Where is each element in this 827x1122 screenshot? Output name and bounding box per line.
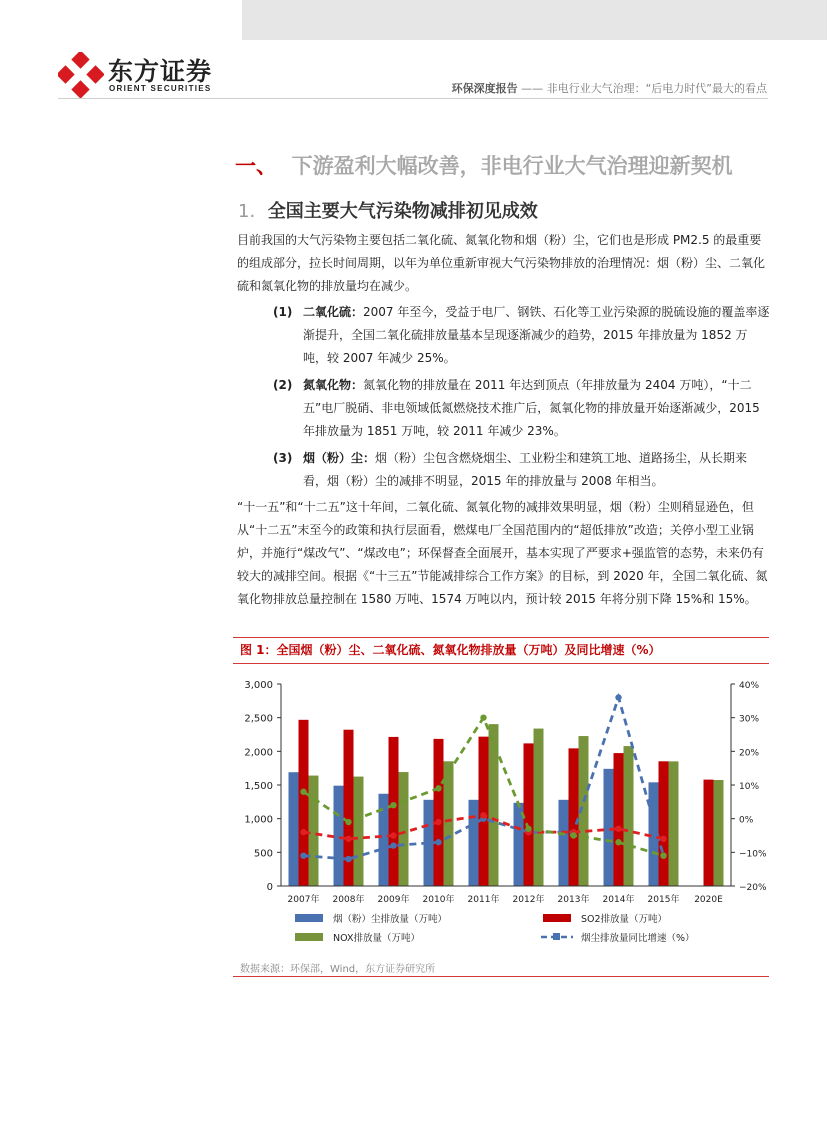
data-point [660,836,666,842]
bar [569,748,579,886]
data-point [660,853,666,859]
bar [379,794,389,886]
subsection-number: 1. [238,201,256,222]
bar [334,786,344,886]
running-header [452,80,767,96]
logo-name: 东方证券 [108,57,213,86]
bar [649,782,659,886]
left-tick-label: 500 [253,848,273,860]
data-point [390,832,396,838]
right-tick-label: 40% [739,681,760,691]
bar [704,780,714,886]
data-point [615,694,621,700]
data-point [525,826,531,832]
report-type: 环保深度报告 [451,82,518,95]
legend-label: SO2排放量（万吨） [581,914,668,925]
bar [479,737,489,886]
data-point [345,836,351,842]
bar [624,746,634,886]
x-tick-label: 2010年 [422,895,455,905]
data-point [300,789,306,795]
bar [434,739,444,886]
legend-label: 烟（粉）尘排放量（万吨） [333,914,448,925]
x-tick-label: 2012年 [512,895,545,905]
data-point [300,853,306,859]
top-gray-bar [242,0,827,40]
data-point [570,832,576,838]
item-text: 氮氧化物的排放量在 2011 年达到顶点（年排放量为 2404 万吨），“十二五”电厂脱硝、非电领域低氮燃烧技术推广后，氮氧化物的排放量开始逐渐减少，2015 年排放量为 1851 万吨，较 2011 年减少 23%。 [303,378,760,438]
emissions-chart [233,664,769,958]
data-point [480,812,486,818]
left-tick-label: 1,500 [244,781,273,792]
section-title: 下游盈利大幅改善，非电行业大气治理迎新契机 [291,154,733,178]
legend-label: NOX排放量（万吨） [333,933,420,944]
x-tick-label: 2009年 [377,895,410,905]
legend-marker [553,933,560,940]
right-tick-label: −10% [739,849,767,860]
bar [669,761,679,886]
section-number: 一、 [235,154,277,178]
bar [289,772,299,886]
bar [659,761,669,886]
list-item [303,374,770,443]
item-label: 氮氧化物： [303,378,364,392]
x-tick-label: 2013年 [557,895,590,905]
item-number: (2) [273,378,293,392]
bar [309,776,319,886]
x-tick-label: 2008年 [332,895,365,905]
logo [58,50,228,98]
legend-label: 烟尘排放量同比增速（%） [581,933,695,944]
data-point [435,819,441,825]
data-point [345,819,351,825]
section-heading [235,150,733,180]
bar [389,737,399,886]
orient-logo-icon [58,52,104,98]
bar [299,720,309,886]
legend-swatch [295,914,323,922]
bar [559,800,569,886]
figure-source: 数据来源：环保部，Wind，东方证券研究所 [240,964,436,975]
data-point [480,714,486,720]
subsection-title: 全国主要大气污染物减排初见成效 [267,201,538,222]
x-tick-label: 2011年 [467,895,500,905]
item-label: 二氧化硫： [303,305,364,319]
item-number: (3) [273,451,293,465]
intro-paragraph: 目前我国的大气污染物主要包括二氧化硫、氮氧化物和烟（粉）尘，它们也是形成 PM2.5 的最重要的组成部分，拉长时间周期，以年为单位重新审视大气污染物排放的治理情况：烟（粉）尘、二氧化硫和氮氧化物的排放量均在减少。 [237,233,766,293]
bar [469,800,479,886]
right-tick-label: 10% [739,782,760,792]
bar [399,772,409,886]
figure-rule-bottom [233,976,769,977]
x-tick-label: 2014年 [602,895,635,905]
item-number: (1) [273,305,293,319]
item-text: 2007 年至今，受益于电厂、钢铁、石化等工业污染源的脱硫设施的覆盖率逐渐提升，全国二氧化硫排放量基本呈现逐渐减少的趋势，2015 年排放量为 1852 万吨，较 2007 年减少 25%。 [303,305,770,365]
list-item [303,447,770,493]
data-point [300,829,306,835]
bar [604,769,614,886]
right-tick-label: 0% [739,815,754,826]
bar [614,753,624,886]
data-point [435,785,441,791]
data-point [435,839,441,845]
header-rule [58,98,768,99]
legend-swatch [295,933,323,941]
x-tick-label: 2007年 [287,895,320,905]
left-tick-label: 1,000 [244,814,273,826]
bar [344,730,354,886]
report-title: —— 非电行业大气治理：“后电力时代”最大的看点 [521,82,767,95]
left-tick-label: 2,000 [244,747,273,759]
x-tick-label: 2015年 [647,895,680,905]
bar [714,780,724,886]
bar [524,743,534,886]
legend-swatch [543,914,571,922]
list-item [303,301,770,370]
data-point [615,839,621,845]
data-point [345,856,351,862]
left-tick-label: 0 [266,882,273,893]
bar [354,777,364,886]
right-tick-label: −20% [739,883,767,893]
subsection-heading [238,197,538,223]
logo-english: ORIENT SECURITIES [109,84,212,93]
data-point [615,826,621,832]
item-text: 烟（粉）尘包含燃烧烟尘、工业粉尘和建筑工地、道路扬尘，从长期来看，烟（粉）尘的减排不明显，2015 年的排放量与 2008 年相当。 [303,451,748,488]
item-label: 烟（粉）尘： [303,451,376,465]
left-tick-label: 3,000 [244,680,273,691]
bar [534,729,544,886]
figure-rule-top [233,637,769,638]
x-tick-label: 2020E [694,895,723,905]
left-tick-label: 2,500 [244,713,273,725]
conclusion-paragraph: “十一五”和“十二五”这十年间，二氧化硫、氮氧化物的减排效果明显，烟（粉）尘则稍显逊色，但从“十二五”末至今的政策和执行层面看，燃煤电厂全国范围内的“超低排放”改造；关停小型工业锅炉，并施行“煤改气”、“煤改电”；环保督查全面展开，基本实现了严要求+强监管的态势，未来仍有较大的减排空间。根据《“十三五”节能减排综合工作方案》的目标，到 2020 年，全国二氧化硫、氮氧化物排放总量控制在 1580 万吨、1574 万吨以内，预计较 2015 年将分别下降 15%和 15%。 [237,500,768,606]
data-point [390,842,396,848]
data-point [390,802,396,808]
right-tick-label: 30% [739,714,760,725]
right-tick-label: 20% [739,748,760,759]
figure-title: 图 1：全国烟（粉）尘、二氧化硫、氮氧化物排放量（万吨）及同比增速（%） [240,643,661,657]
